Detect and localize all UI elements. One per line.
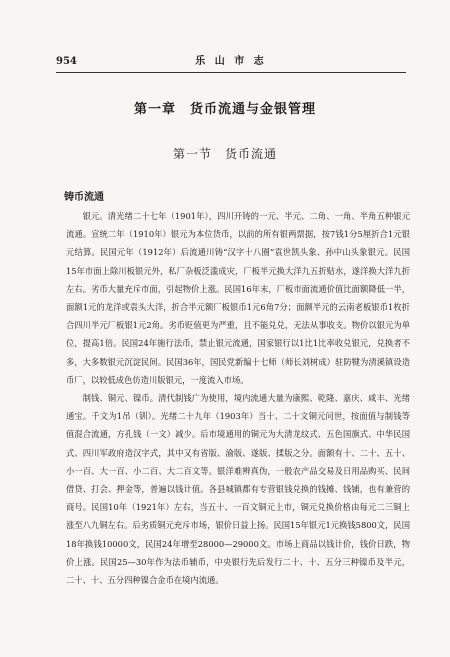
running-title: 乐 山 市 志	[195, 56, 267, 67]
paragraph-copper-coins: 制钱、铜元、镍币。清代制钱广为使用，境内流通大量为康熙、乾隆、嘉庆、咸丰、光绪通宝。千文为1吊（钏）。光绪二十九年（1903年）当十、二十文铜元问世，按面值与制钱等值混合流通，方孔钱（一文）减少。后市境通用的铜元为大清龙纹式、五色国旗式、中华民国式、四川军政府造汉字式，其中又有省版、渝版、遂版、揉版之分。面额有十、二十、五十、小一百、大一百、小二百、大二百文等。银洋难辨真伪，一般农产品交易及日用品购买、民间借贷、打会、押金等，普遍以钱计值。各县城镇都有专营银钱兑换的钱摊、钱铺，也有兼营的商号。民国10年（1921年）左右，当五十、一百文铜元上市，铜元兑换价格由每元二三铜上涨至八九铜左右。后劣质铜元充斥市场，银价日益上扬。民国15年银元1元换钱5800文，民国18年换钱10000文，民国24年增至28000—29000文。市场上商品以钱计价，钱价日跌，物价上涨。民国25—30年作为法币辅币，中央银行先后发行二十、十、五分三种镍币及半元，二十、十、五分四种镍合金币在境内流通。	[66, 393, 410, 586]
page-header	[56, 54, 406, 70]
body-text	[66, 207, 410, 589]
header-rule	[56, 72, 406, 73]
subheading: 铸币流通	[64, 192, 104, 203]
page-number: 954	[56, 56, 77, 67]
chapter-title: 第一章 货币流通与金银管理	[133, 102, 316, 117]
section-title: 第一节 货币流通	[172, 147, 277, 161]
paragraph-silver-dollars: 银元。清光绪二十七年（1901年），四川开铸的一元、半元、二角、一角、半角五种银元流通。宣统二年（1910年）银元为本位货币，以前的所有银两票据，按7钱1分5厘折合1元银元结算。民国元年（1912年）后流通川铸“汉字十八圈”袁世凯头象、孙中山头象银元。民国15年市面上除川板银元外，私厂杂板泛滥成灾，厂板半元换大洋九五折贴水，遂洋换大洋九折左右。劣币大量充斥市面，引起物价上涨。民国16年末，厂板市面流通价值比面额降低一半，面额1元的龙洋或袁头大洋，折合半元额厂板银币1元6角7分；面额半元的云南老板银币1枚折合四川半元厂板银1元2角。劣币贬值更为严重，且不能兑兑，无法从事收支。物价以银元为单位，提高1倍。民国24年施行法币，禁止银元流通，国家银行以1比1比率收兑银元，兑换者不多，大多数银元沉淀民间。民国36年，国民党新编十七师（师长刘树成）驻防犍为清溪镇设造币厂，以较低成色仿造川版银元，一度流入市场。	[66, 211, 410, 385]
